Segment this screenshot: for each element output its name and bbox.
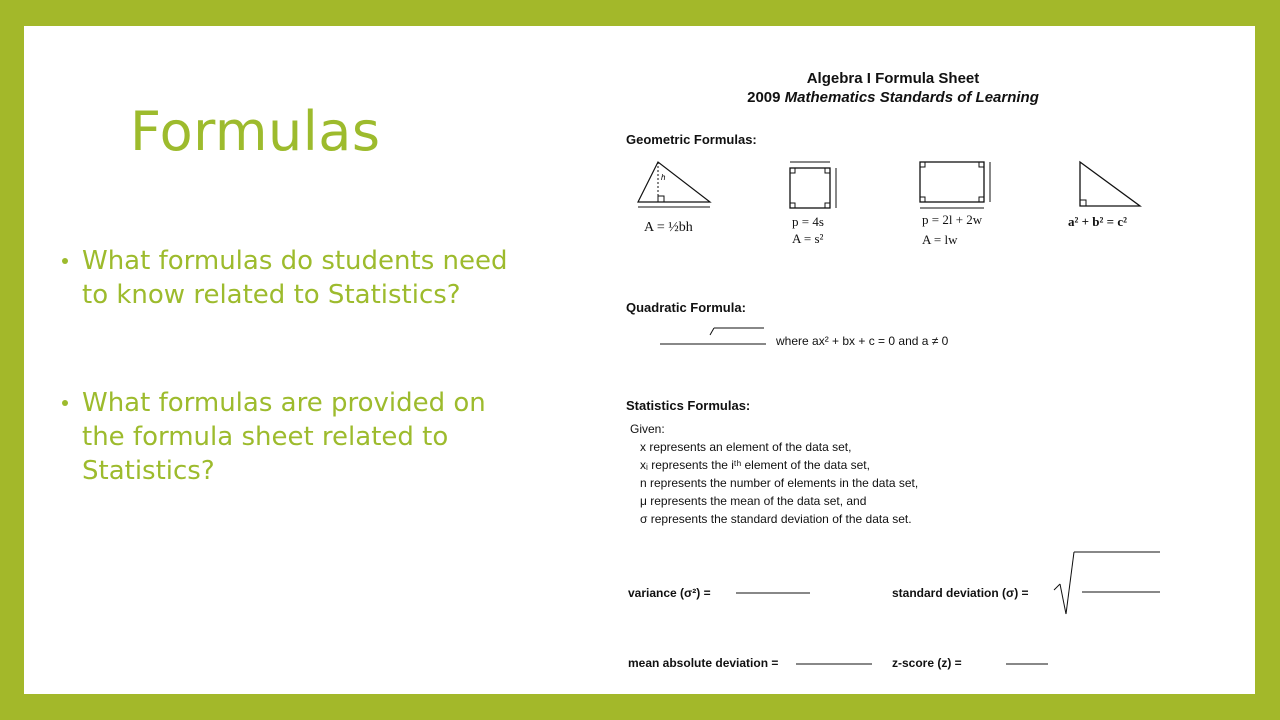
- quadratic-heading: Quadratic Formula:: [626, 300, 746, 315]
- mad-label: mean absolute deviation =: [628, 656, 779, 670]
- square-area-formula: A = s²: [792, 231, 824, 246]
- square-perimeter-formula: p = 4s: [792, 214, 824, 229]
- bullet-dot-icon: [62, 258, 68, 264]
- square-diagram: [788, 160, 848, 212]
- zscore-fraction: [1004, 642, 1054, 682]
- triangle-diagram: [636, 160, 716, 212]
- zscore-label: z-score (z) =: [892, 656, 962, 670]
- std-dev-radical: [1052, 550, 1162, 620]
- svg-text:h: h: [661, 173, 666, 182]
- quadratic-condition: where ax² + bx + c = 0 and a ≠ 0: [776, 334, 949, 348]
- formula-sheet-image: [618, 62, 1218, 694]
- rectangle-area-formula: A = lw: [922, 232, 958, 247]
- given-block: Given: x represents an element of the data set, xᵢ represents the iᵗʰ element of the data set, n represents the number of elements in the data set, μ represents the mean of the data set, and σ represents the standard deviation of the data set.: [630, 422, 919, 526]
- pythagorean-formula: a² + b² = c²: [1068, 214, 1128, 229]
- sheet-title: Algebra I Formula Sheet: [806, 70, 980, 87]
- sheet-subtitle: 2009 Mathematics Standards of Learning: [747, 89, 1039, 106]
- slide: [24, 26, 1255, 694]
- std-dev-label: standard deviation (σ) =: [892, 586, 1029, 600]
- bullet-item: What formulas do students need to know related to Statistics?: [62, 244, 532, 312]
- right-triangle-diagram: [1076, 160, 1146, 212]
- bullet-list: [62, 244, 532, 488]
- statistics-heading: Statistics Formulas:: [626, 398, 751, 413]
- slide-title: Formulas: [130, 100, 381, 163]
- bullet-dot-icon: [62, 400, 68, 406]
- triangle-area-formula: A = ½bh: [644, 220, 693, 235]
- variance-fraction: [734, 558, 814, 618]
- rectangle-diagram: [918, 160, 1008, 212]
- geometric-heading: Geometric Formulas:: [626, 132, 757, 147]
- variance-label: variance (σ²) =: [628, 586, 711, 600]
- rectangle-perimeter-formula: p = 2l + 2w: [922, 212, 983, 227]
- bullet-item: What formulas are provided on the formula sheet related to Statistics?: [62, 386, 532, 488]
- mad-fraction: [794, 628, 874, 688]
- quadratic-formula-graphic: [634, 324, 774, 364]
